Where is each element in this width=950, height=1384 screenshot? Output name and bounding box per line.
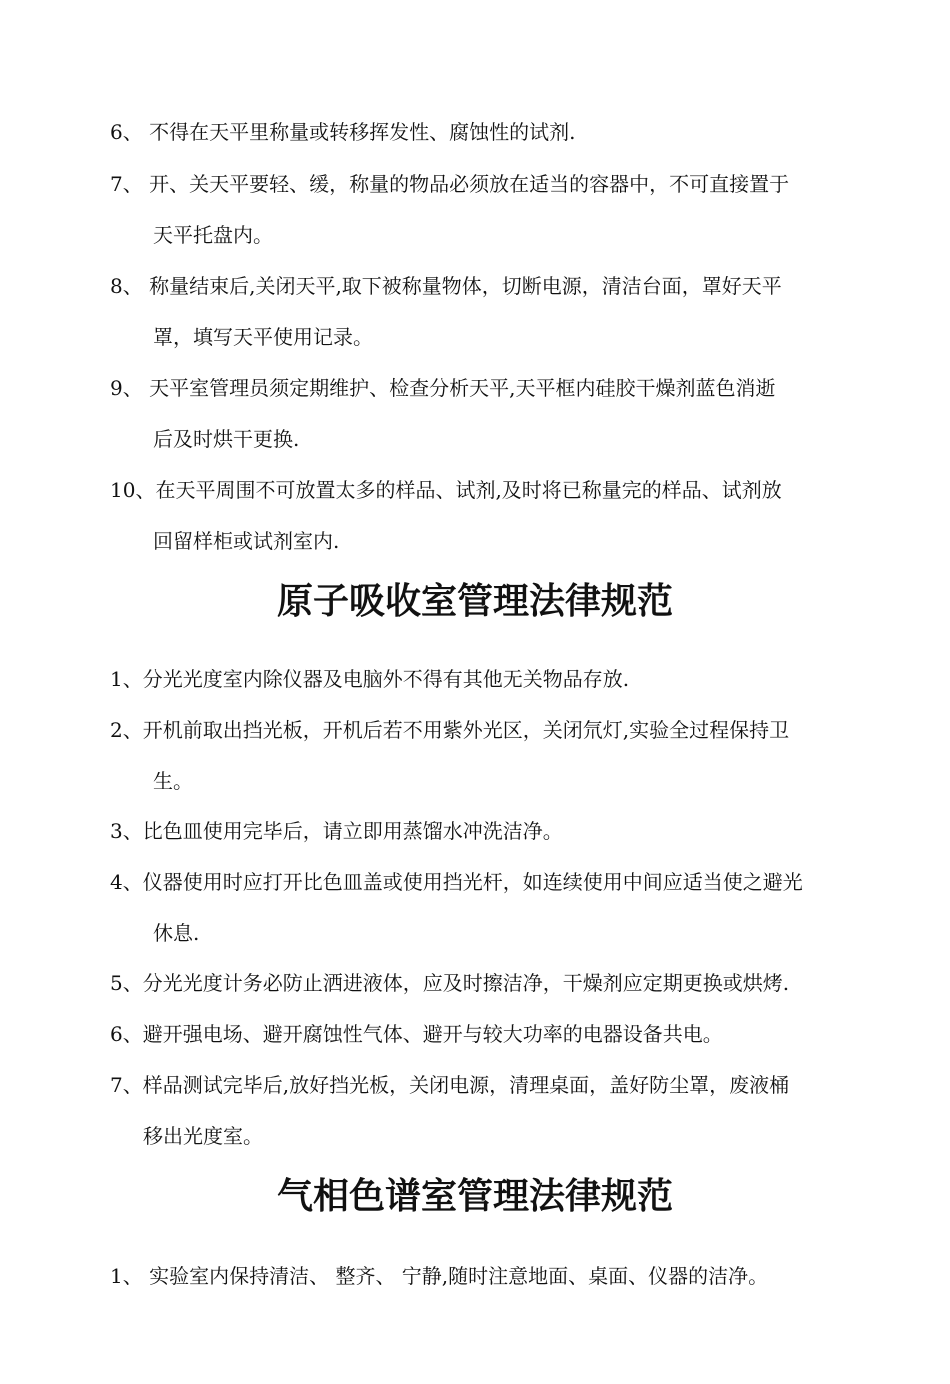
rule-text: 比色皿使用完毕后，请立即用蒸馏水冲洗洁净。: [142, 819, 563, 843]
rule-item: [110, 363, 870, 465]
rule-item: [110, 1009, 870, 1060]
rule-text: 在天平周围不可放置太多的样品、试剂,及时将已称量完的样品、试剂放: [155, 478, 782, 502]
rule-item: [110, 958, 870, 1009]
rule-number: 7、: [110, 172, 143, 196]
rule-item: [110, 261, 870, 363]
rule-number: 2、: [110, 718, 143, 742]
rule-number: 1、: [110, 667, 143, 691]
section-heading: 气相色谱室管理法律规范: [276, 1176, 673, 1217]
rule-number: 6、: [110, 120, 143, 144]
rule-number: 4、: [110, 870, 143, 894]
section-heading: 原子吸收室管理法律规范: [276, 581, 673, 622]
rule-item: [110, 1060, 870, 1162]
rule-text-continued: 罩，填写天平使用记录。: [153, 325, 373, 349]
rule-text: 分光光度计务必防止洒进液体，应及时擦洁净，干燥剂应定期更换或烘烤.: [142, 971, 790, 995]
rule-text: 样品测试完毕后,放好挡光板，关闭电源，清理桌面，盖好防尘罩，废液桶: [142, 1073, 790, 1097]
rule-number: 10、: [110, 478, 156, 502]
rule-text-continued: 移出光度室。: [143, 1124, 263, 1148]
rule-item: [110, 1251, 870, 1302]
rule-number: 9、: [110, 376, 143, 400]
rule-text-continued: 后及时烘干更换.: [153, 427, 300, 451]
rule-item: [110, 465, 870, 567]
rule-text-continued: 生。: [153, 769, 193, 793]
rule-text-continued: 休息.: [153, 921, 200, 945]
rule-number: 1、: [110, 1264, 143, 1288]
rule-number: 5、: [110, 971, 143, 995]
rule-item: [110, 654, 870, 705]
rule-number: 8、: [110, 274, 143, 298]
rule-text: 开机前取出挡光板，开机后若不用紫外光区，关闭氘灯,实验全过程保持卫: [142, 718, 790, 742]
rule-text: 仪器使用时应打开比色皿盖或使用挡光杆，如连续使用中间应适当使之避光: [142, 870, 803, 894]
rule-number: 7、: [110, 1073, 143, 1097]
rule-item: [110, 857, 870, 959]
rule-text: 天平室管理员须定期维护、检查分析天平,天平框内硅胶干燥剂蓝色消逝: [142, 376, 776, 400]
rule-item: [110, 705, 870, 807]
rule-item: [110, 159, 870, 261]
rule-text: 不得在天平里称量或转移挥发性、腐蚀性的试剂.: [142, 120, 576, 144]
rule-text: 开、关天平要轻、缓，称量的物品必须放在适当的容器中，不可直接置于: [142, 172, 790, 196]
rule-text: 避开强电场、避开腐蚀性气体、避开与较大功率的电器设备共电。: [142, 1022, 723, 1046]
rule-text: 实验室内保持清洁、 整齐、 宁静,随时注意地面、桌面、仪器的洁净。: [142, 1264, 769, 1288]
rule-text: 分光光度室内除仪器及电脑外不得有其他无关物品存放.: [142, 667, 630, 691]
rule-item: [110, 806, 870, 857]
rule-text: 称量结束后,关闭天平,取下被称量物体，切断电源，清洁台面，罩好天平: [142, 274, 782, 298]
rule-item: [110, 107, 870, 158]
rule-text-continued: 回留样柜或试剂室内.: [153, 529, 340, 553]
rule-number: 3、: [110, 819, 143, 843]
rule-number: 6、: [110, 1022, 143, 1046]
rule-text-continued: 天平托盘内。: [153, 223, 273, 247]
